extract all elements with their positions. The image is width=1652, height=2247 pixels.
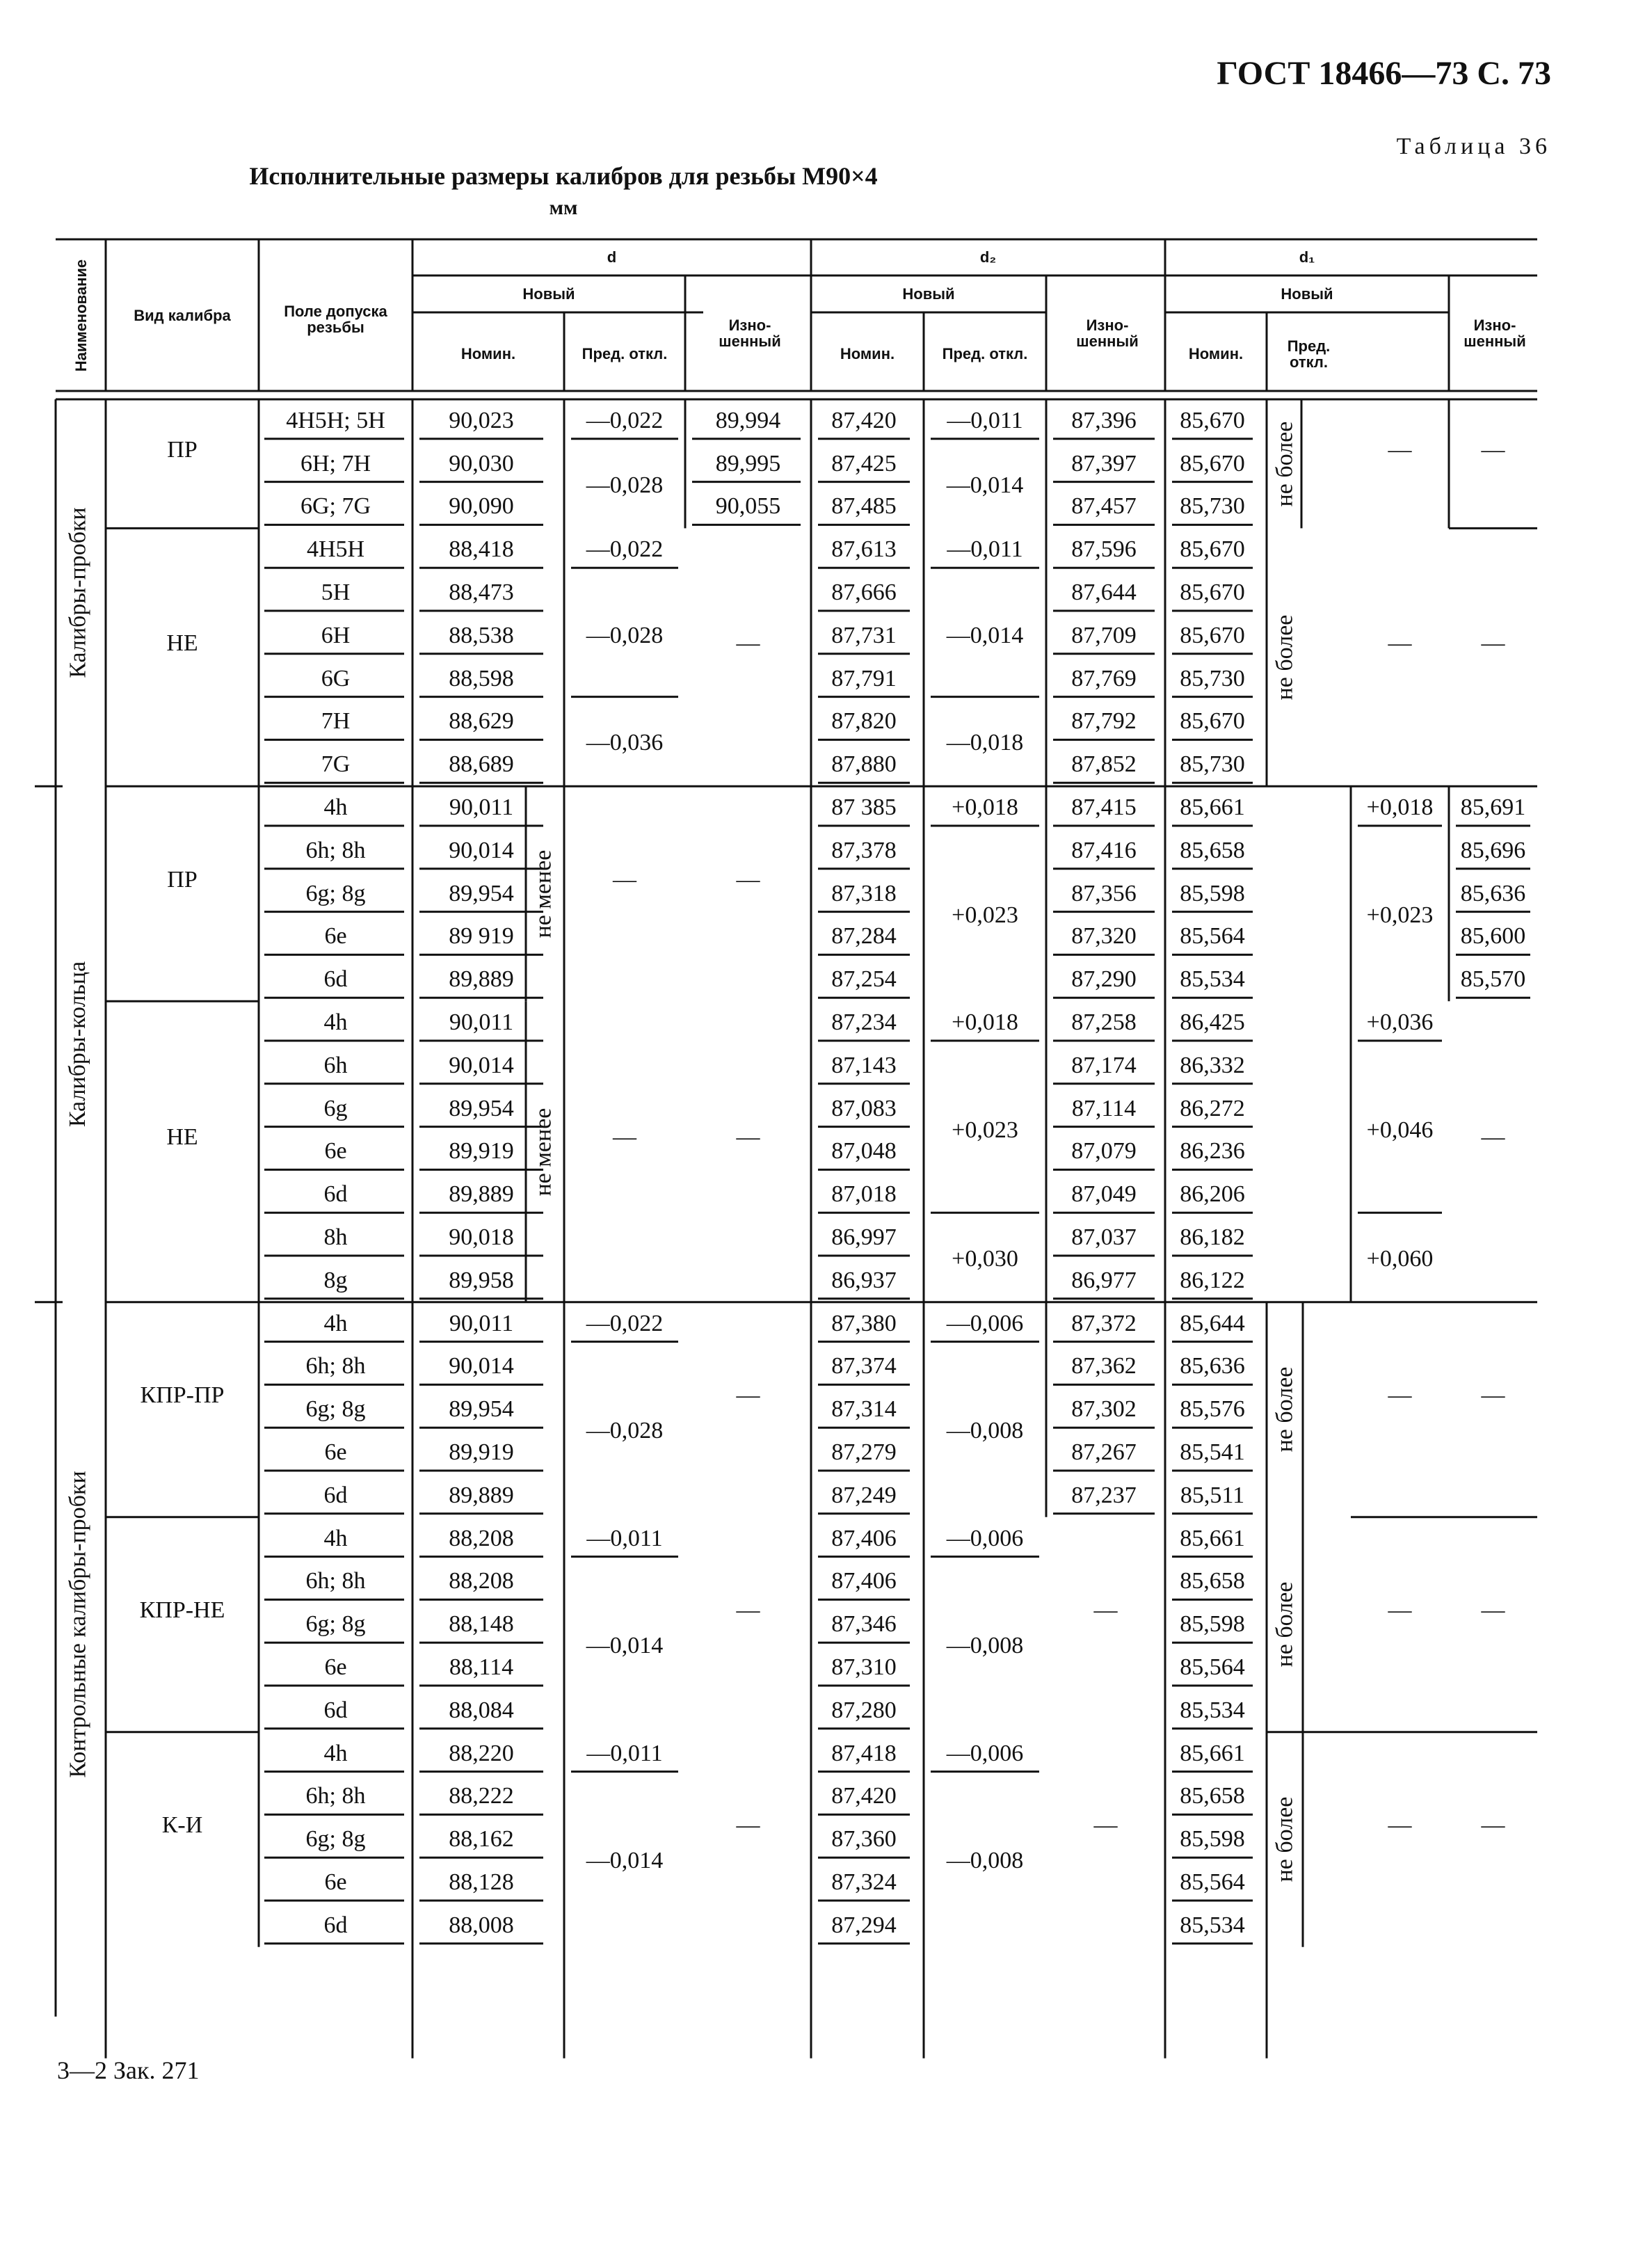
d-nominal-cell: 90,011 — [449, 1310, 514, 1336]
d-nominal-cell: 90,090 — [449, 493, 514, 520]
deviation-cell: —0,011 — [586, 1525, 663, 1551]
group-rings-label: Калибры-кольца — [65, 961, 91, 1128]
gauge-type-ne-ring: НЕ — [166, 1124, 198, 1151]
tolerance-field-cell: 7G — [321, 751, 351, 778]
deviation-cell: +0,023 — [952, 1117, 1018, 1143]
d2-nominal-cell: 87,425 — [831, 450, 897, 477]
d2-worn-cell: 87,362 — [1071, 1353, 1137, 1380]
d-worn-cell: 89,995 — [715, 450, 781, 477]
d2-worn-cell: 87,852 — [1071, 751, 1137, 778]
d-nominal-cell: 89,889 — [449, 1181, 514, 1208]
d2-worn-cell: 87,114 — [1071, 1095, 1137, 1121]
d1-nominal-cell: 85,658 — [1180, 1783, 1245, 1809]
d2-worn-cell: 87,416 — [1071, 837, 1137, 863]
dash-cell: — — [1093, 1812, 1118, 1839]
deviation-cell: —0,006 — [946, 1525, 1024, 1551]
d-nominal-cell: 89,919 — [449, 1439, 514, 1466]
d2-worn-cell: 87,372 — [1071, 1310, 1137, 1336]
d2-worn-cell: 87,709 — [1071, 622, 1137, 648]
d-nominal-cell: 89,889 — [449, 1482, 514, 1508]
tolerance-field-cell: 4h — [323, 1740, 348, 1766]
tolerance-field-cell: 6e — [324, 1869, 347, 1896]
d2-nominal-cell: 87,346 — [831, 1611, 897, 1638]
d2-nominal-cell: 87,418 — [831, 1740, 897, 1766]
d1-worn-cell: 85,570 — [1460, 966, 1526, 993]
tolerance-field-cell: 6Н — [321, 622, 351, 648]
d2-worn-cell: 87,596 — [1071, 536, 1137, 563]
d1-nominal-cell: 85,661 — [1180, 1525, 1245, 1551]
d1-nominal-cell: 85,670 — [1180, 407, 1245, 433]
header-d2-worn: Изно-шенный — [1076, 316, 1139, 350]
deviation-cell: —0,011 — [586, 1740, 663, 1766]
dash-cell: — — [613, 1124, 636, 1151]
deviation-cell: —0,028 — [586, 472, 664, 498]
gauge-type-kpr-ne: КПР-НЕ — [139, 1597, 225, 1624]
tolerance-field-cell: 6Н; 7Н — [300, 450, 371, 477]
dash-cell: — — [1481, 630, 1505, 656]
header-d-new: Новый — [522, 285, 575, 303]
tolerance-field-cell: 6g; 8g — [305, 1826, 366, 1853]
d2-nominal-cell: 87,613 — [831, 536, 897, 563]
deviation-cell: +0,018 — [952, 794, 1018, 821]
d1-nominal-cell: 85,564 — [1180, 923, 1245, 950]
d-nominal-cell: 89,958 — [449, 1267, 514, 1293]
header-d2: d₂ — [979, 248, 997, 266]
d-nominal-cell: 90,014 — [449, 1353, 514, 1380]
deviation-cell: +0,023 — [1366, 902, 1434, 928]
d1-nominal-cell: 85,670 — [1180, 708, 1245, 735]
d-nominal-cell: 89,954 — [449, 880, 514, 906]
dash-cell: — — [736, 630, 760, 656]
tolerance-field-cell: 6h; 8h — [305, 1353, 366, 1380]
gauge-type-pr: ПР — [167, 436, 198, 463]
d-nominal-cell: 90,030 — [449, 450, 514, 477]
deviation-cell: —0,028 — [586, 622, 664, 648]
d2-nominal-cell: 87,731 — [831, 622, 897, 648]
d1-nominal-cell: 85,598 — [1180, 1826, 1245, 1853]
note-not-less: не менее — [529, 849, 556, 938]
tolerance-field-cell: 4Н5Н; 5Н — [286, 407, 385, 433]
d1-nominal-cell: 85,511 — [1180, 1482, 1245, 1508]
d2-nominal-cell: 87,143 — [831, 1052, 897, 1078]
header-d1: d₁ — [1299, 248, 1315, 266]
header-d1-new: Новый — [1281, 285, 1333, 303]
dash-cell: — — [736, 1812, 760, 1839]
d1-worn-cell: 85,696 — [1460, 837, 1526, 863]
d1-nominal-cell: 86,236 — [1180, 1138, 1245, 1165]
d-nominal-cell: 88,008 — [449, 1912, 514, 1938]
tolerance-field-cell: 6d — [323, 1912, 348, 1938]
header-d-worn: Изно-шенный — [719, 316, 781, 350]
d2-worn-cell: 87,174 — [1071, 1052, 1137, 1078]
deviation-cell: —0,008 — [946, 1633, 1024, 1659]
note-not-more: не более — [1271, 1581, 1297, 1668]
tolerance-field-cell: 6g — [323, 1095, 348, 1121]
tolerance-field-cell: 6d — [323, 1697, 348, 1723]
deviation-cell: +0,018 — [1366, 794, 1434, 821]
d1-nominal-cell: 86,122 — [1180, 1267, 1245, 1293]
d2-nominal-cell: 87,406 — [831, 1525, 897, 1551]
d1-nominal-cell: 85,564 — [1180, 1869, 1245, 1896]
deviation-cell: +0,018 — [952, 1009, 1018, 1036]
d2-worn-cell: 87,037 — [1071, 1224, 1137, 1251]
d2-nominal-cell: 87,374 — [831, 1353, 897, 1380]
tolerance-field-cell: 6h; 8h — [305, 1783, 366, 1809]
tolerance-field-cell: 6e — [324, 1138, 347, 1165]
d1-nominal-cell: 85,598 — [1180, 880, 1245, 906]
d1-nominal-cell: 85,661 — [1180, 794, 1245, 821]
tolerance-field-cell: 6e — [324, 923, 347, 950]
d2-nominal-cell: 87,378 — [831, 837, 897, 863]
dash-cell: — — [613, 866, 636, 893]
deviation-cell: —0,006 — [946, 1740, 1024, 1766]
deviation-cell: +0,036 — [1366, 1009, 1434, 1036]
note-not-more: не более — [1271, 1366, 1297, 1453]
d-nominal-cell: 88,114 — [449, 1654, 514, 1681]
d2-worn-cell: 87,396 — [1071, 407, 1137, 433]
dash-cell: — — [1093, 1597, 1118, 1624]
d2-nominal-cell: 87,420 — [831, 1783, 897, 1809]
d2-nominal-cell: 87,280 — [831, 1697, 897, 1723]
deviation-cell: +0,060 — [1366, 1245, 1434, 1272]
d1-nominal-cell: 85,670 — [1180, 579, 1245, 606]
deviation-cell: —0,036 — [586, 730, 664, 756]
deviation-cell: —0,014 — [586, 1633, 664, 1659]
header-d1-deviation: Пред. откл. — [1287, 337, 1331, 371]
d2-worn-cell: 87,320 — [1071, 923, 1137, 950]
d2-worn-cell: 87,792 — [1071, 708, 1137, 735]
d-nominal-cell: 90,011 — [449, 794, 514, 821]
d1-worn-cell: 85,600 — [1460, 923, 1526, 950]
d2-nominal-cell: 87,083 — [831, 1095, 897, 1121]
note-not-more: не более — [1271, 614, 1297, 701]
tolerance-field-cell: 6e — [324, 1654, 347, 1681]
d1-nominal-cell: 85,661 — [1180, 1740, 1245, 1766]
d-nominal-cell: 90,023 — [449, 407, 514, 433]
d-nominal-cell: 89,954 — [449, 1396, 514, 1423]
d1-worn-cell: 85,636 — [1460, 880, 1526, 906]
d-worn-cell: 89,994 — [715, 407, 781, 433]
deviation-cell: +0,046 — [1366, 1117, 1434, 1143]
d-nominal-cell: 88,148 — [449, 1611, 514, 1638]
d1-nominal-cell: 85,541 — [1180, 1439, 1245, 1466]
d2-worn-cell: 87,049 — [1071, 1181, 1137, 1208]
d-nominal-cell: 88,220 — [449, 1740, 514, 1766]
d-nominal-cell: 88,598 — [449, 665, 514, 691]
dash-cell: — — [1481, 1597, 1505, 1624]
d-nominal-cell: 88,208 — [449, 1568, 514, 1594]
d-nominal-cell: 89 919 — [449, 923, 514, 950]
deviation-cell: —0,022 — [586, 1310, 664, 1336]
tolerance-field-cell: 7Н — [321, 708, 351, 735]
dash-cell: — — [1388, 1382, 1412, 1409]
header-gauge-type: Вид калибра — [134, 307, 231, 325]
tolerance-field-cell: 6h — [323, 1052, 348, 1078]
standard-number: ГОСТ 18466—73 С. 73 — [1217, 55, 1551, 92]
deviation-cell: —0,028 — [586, 1418, 664, 1444]
d2-nominal-cell: 87,318 — [831, 880, 897, 906]
table-title: Исполнительные размеры калибров для резьбы М90×4 — [249, 162, 878, 190]
tolerance-field-cell: 5Н — [321, 579, 351, 606]
tolerance-field-cell: 6d — [323, 1482, 348, 1508]
dash-cell: — — [736, 1597, 760, 1624]
header-d1-nominal: Номин. — [1188, 345, 1244, 363]
d2-nominal-cell: 87,324 — [831, 1869, 897, 1896]
d2-worn-cell: 87,237 — [1071, 1482, 1137, 1508]
deviation-cell: —0,022 — [586, 407, 664, 433]
deviation-cell: —0,014 — [586, 1848, 664, 1874]
d2-nominal-cell: 87,249 — [831, 1482, 897, 1508]
d2-nominal-cell: 87,791 — [831, 665, 897, 691]
d-nominal-cell: 88,084 — [449, 1697, 514, 1723]
d-nominal-cell: 90,011 — [449, 1009, 514, 1036]
d1-worn-cell: 85,691 — [1460, 794, 1526, 821]
d2-nominal-cell: 87,820 — [831, 708, 897, 735]
d-nominal-cell: 90,018 — [449, 1224, 514, 1251]
d2-nominal-cell: 87,310 — [831, 1654, 897, 1681]
d-nominal-cell: 89,889 — [449, 966, 514, 993]
deviation-cell: —0,008 — [946, 1418, 1024, 1444]
d-nominal-cell: 88,418 — [449, 536, 514, 563]
dash-cell: — — [1481, 1382, 1505, 1409]
tolerance-field-cell: 6g; 8g — [305, 1611, 366, 1638]
d2-nominal-cell: 87,254 — [831, 966, 897, 993]
d1-nominal-cell: 86,182 — [1180, 1224, 1245, 1251]
gauge-type-pr-ring: ПР — [167, 866, 198, 893]
d-nominal-cell: 89,919 — [449, 1138, 514, 1165]
dash-cell: — — [1388, 1812, 1412, 1839]
d2-nominal-cell: 87,314 — [831, 1396, 897, 1423]
gauge-type-k-i: К-И — [161, 1812, 203, 1839]
header-d1-worn: Изно-шенный — [1463, 316, 1526, 350]
header-d2-nominal: Номин. — [840, 345, 895, 363]
note-not-more: не более — [1271, 421, 1297, 507]
tolerance-field-cell: 6G; 7G — [300, 493, 371, 520]
d-nominal-cell: 90,014 — [449, 837, 514, 863]
gauge-type-kpr-pr: КПР-ПР — [140, 1382, 225, 1409]
deviation-cell: —0,018 — [946, 730, 1024, 756]
dash-cell: — — [1481, 1812, 1505, 1839]
d1-nominal-cell: 85,730 — [1180, 665, 1245, 691]
gauge-type-ne: НЕ — [166, 630, 198, 656]
d1-nominal-cell: 85,636 — [1180, 1353, 1245, 1380]
d-worn-cell: 90,055 — [715, 493, 781, 520]
d1-nominal-cell: 85,534 — [1180, 1912, 1245, 1938]
d2-nominal-cell: 87,666 — [831, 579, 897, 606]
dash-cell: — — [1481, 1124, 1505, 1151]
d2-nominal-cell: 87,048 — [831, 1138, 897, 1165]
d1-nominal-cell: 86,206 — [1180, 1181, 1245, 1208]
d2-nominal-cell: 87,406 — [831, 1568, 897, 1594]
d1-nominal-cell: 85,644 — [1180, 1310, 1245, 1336]
tolerance-field-cell: 8h — [323, 1224, 348, 1251]
d1-nominal-cell: 85,670 — [1180, 450, 1245, 477]
d-nominal-cell: 88,222 — [449, 1783, 514, 1809]
deviation-cell: +0,030 — [952, 1245, 1018, 1272]
d2-worn-cell: 87,267 — [1071, 1439, 1137, 1466]
d2-nominal-cell: 87,880 — [831, 751, 897, 778]
tolerance-field-cell: 4h — [323, 1009, 348, 1036]
d-nominal-cell: 88,629 — [449, 708, 514, 735]
header-tolerance-field: Поле допуска резьбы — [284, 302, 387, 336]
d2-nominal-cell: 87,284 — [831, 923, 897, 950]
d1-nominal-cell: 85,730 — [1180, 751, 1245, 778]
dash-cell: — — [1388, 630, 1412, 656]
d-nominal-cell: 88,128 — [449, 1869, 514, 1896]
tolerance-field-cell: 6g; 8g — [305, 1396, 366, 1423]
d-nominal-cell: 88,473 — [449, 579, 514, 606]
header-d: d — [607, 248, 617, 266]
dash-cell: — — [1481, 436, 1505, 463]
tolerance-field-cell: 4h — [323, 794, 348, 821]
d2-nominal-cell: 87,294 — [831, 1912, 897, 1938]
d2-worn-cell: 87,644 — [1071, 579, 1137, 606]
d2-worn-cell: 87,415 — [1071, 794, 1137, 821]
deviation-cell: —0,008 — [946, 1848, 1024, 1874]
tolerance-field-cell: 6h; 8h — [305, 1568, 366, 1594]
header-d-deviation: Пред. откл. — [582, 345, 668, 363]
group-plugs-label: Калибры-пробки — [65, 507, 91, 678]
d2-nominal-cell: 87,018 — [831, 1181, 897, 1208]
deviation-cell: —0,022 — [586, 536, 664, 563]
d2-worn-cell: 87,290 — [1071, 966, 1137, 993]
tolerance-field-cell: 6h; 8h — [305, 837, 366, 863]
dash-cell: — — [1388, 436, 1412, 463]
table-label: Таблица 36 — [1396, 134, 1551, 159]
d2-nominal-cell: 87 385 — [831, 794, 897, 821]
d-nominal-cell: 90,014 — [449, 1052, 514, 1078]
d1-nominal-cell: 85,564 — [1180, 1654, 1245, 1681]
tolerance-field-cell: 6d — [323, 1181, 348, 1208]
deviation-cell: —0,011 — [947, 407, 1023, 433]
d2-worn-cell: 87,397 — [1071, 450, 1137, 477]
d1-nominal-cell: 85,730 — [1180, 493, 1245, 520]
deviation-cell: —0,014 — [946, 622, 1024, 648]
deviation-cell: —0,014 — [946, 472, 1024, 498]
tolerance-field-cell: 6g; 8g — [305, 880, 366, 906]
tolerance-field-cell: 4Н5Н — [306, 536, 365, 563]
tolerance-field-cell: 4h — [323, 1525, 348, 1551]
footer-order-number: 3—2 Зак. 271 — [57, 2056, 200, 2084]
deviation-cell: —0,006 — [946, 1310, 1024, 1336]
d2-nominal-cell: 87,420 — [831, 407, 897, 433]
tolerance-field-cell: 6G — [321, 665, 351, 691]
d-nominal-cell: 88,162 — [449, 1826, 514, 1853]
header-name: Наименование — [72, 259, 90, 371]
d2-worn-cell: 87,302 — [1071, 1396, 1137, 1423]
d-nominal-cell: 88,208 — [449, 1525, 514, 1551]
d1-nominal-cell: 85,658 — [1180, 837, 1245, 863]
d2-nominal-cell: 87,279 — [831, 1439, 897, 1466]
d1-nominal-cell: 85,534 — [1180, 966, 1245, 993]
tolerance-field-cell: 4h — [323, 1310, 348, 1336]
dash-cell: — — [736, 1124, 760, 1151]
d2-nominal-cell: 86,997 — [831, 1224, 897, 1251]
d2-worn-cell: 87,258 — [1071, 1009, 1137, 1036]
dash-cell: — — [736, 1382, 760, 1409]
d1-nominal-cell: 86,332 — [1180, 1052, 1245, 1078]
table-units: мм — [549, 196, 578, 219]
d1-nominal-cell: 85,598 — [1180, 1611, 1245, 1638]
d1-nominal-cell: 85,576 — [1180, 1396, 1245, 1423]
d2-worn-cell: 87,079 — [1071, 1138, 1137, 1165]
dash-cell: — — [1388, 1597, 1412, 1624]
d-nominal-cell: 89,954 — [449, 1095, 514, 1121]
d1-nominal-cell: 85,670 — [1180, 622, 1245, 648]
d2-worn-cell: 86,977 — [1071, 1267, 1137, 1293]
deviation-cell: +0,023 — [952, 902, 1018, 928]
deviation-cell: —0,011 — [947, 536, 1023, 563]
d-nominal-cell: 88,538 — [449, 622, 514, 648]
d2-worn-cell: 87,356 — [1071, 880, 1137, 906]
note-not-less: не менее — [529, 1107, 556, 1196]
tolerance-field-cell: 6d — [323, 966, 348, 993]
d1-nominal-cell: 86,425 — [1180, 1009, 1245, 1036]
d2-nominal-cell: 86,937 — [831, 1267, 897, 1293]
d2-nominal-cell: 87,380 — [831, 1310, 897, 1336]
d2-worn-cell: 87,769 — [1071, 665, 1137, 691]
dash-cell: — — [736, 866, 760, 893]
header-d-nominal: Номин. — [460, 345, 516, 363]
d1-nominal-cell: 85,670 — [1180, 536, 1245, 563]
group-control-plugs-label: Контрольные калибры-пробки — [65, 1471, 91, 1778]
tolerance-field-cell: 6e — [324, 1439, 347, 1466]
d2-nominal-cell: 87,360 — [831, 1826, 897, 1853]
d1-nominal-cell: 86,272 — [1180, 1095, 1245, 1121]
d1-nominal-cell: 85,534 — [1180, 1697, 1245, 1723]
tolerance-field-cell: 8g — [323, 1267, 348, 1293]
header-d2-deviation: Пред. откл. — [942, 345, 1028, 363]
d-nominal-cell: 88,689 — [449, 751, 514, 778]
d2-nominal-cell: 87,485 — [831, 493, 897, 520]
d2-worn-cell: 87,457 — [1071, 493, 1137, 520]
d1-nominal-cell: 85,658 — [1180, 1568, 1245, 1594]
header-d2-new: Новый — [902, 285, 955, 303]
d2-nominal-cell: 87,234 — [831, 1009, 897, 1036]
note-not-more: не более — [1271, 1796, 1297, 1882]
